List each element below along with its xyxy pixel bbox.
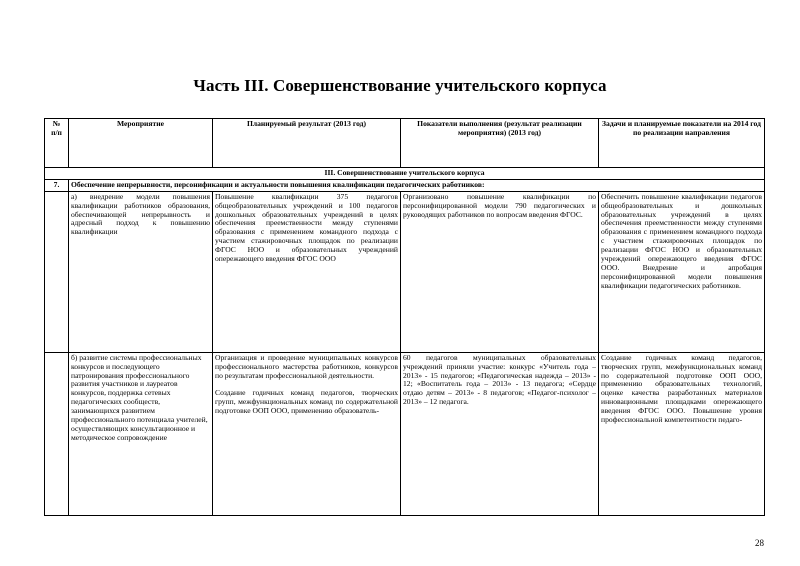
section-title: III. Совершенствование учительского корпуса bbox=[45, 168, 765, 180]
column-header-number-line1: № bbox=[52, 119, 61, 128]
row-indicators bbox=[401, 191, 599, 352]
page-title: Часть III. Совершенствование учительского корпуса bbox=[193, 76, 607, 95]
row-planned-result bbox=[213, 352, 401, 515]
subsection-number: 7. bbox=[45, 179, 69, 191]
row-planned-result-paragraph-2: Создание годичных команд педагогов, творческих групп, межфункциональных команд по содержательной подготовке ООП ООО, применению образователь- bbox=[215, 388, 398, 416]
row-number bbox=[45, 352, 69, 515]
section-title-row bbox=[45, 168, 765, 180]
row-indicators-text: Организовано повышение квалификации по персонифицированной модели 790 педагогических и руководящих работников по вопросам введения ФГОС. bbox=[403, 192, 596, 219]
column-header-planned-result: Планируемый результат (2013 год) bbox=[213, 119, 401, 168]
row-indicators-text: 60 педагогов муниципальных образовательных учреждений приняли участие: конкурс «Учитель года – 2013» - 15 педагогов; «Педагогическая надежда – 2013» - 12; «Воспитатель года – 2013» - 13 педагога; «Сердце отдаю детям – 2013» - 8 педагогов; «Педагог-психолог – 2013» – 12 педагога. bbox=[403, 353, 596, 407]
column-header-number bbox=[45, 119, 69, 168]
row-tasks-2014-text: Обеспечить повышение квалификации педагогов общеобразовательных и дошкольных образовательных учреждений в целях обеспечения преемственности между ступенями образования с применением командного подхода с участием стажировочных площадок по реализации ФГОС НОО и образовательных учреждений опережающего введения ФГОС ООО. Внедрение и апробация персонифицированной модели повышения квалификации педагогических работников. bbox=[601, 192, 762, 290]
row-planned-result bbox=[213, 191, 401, 352]
column-header-indicators: Показатели выполнения (результат реализации мероприятия) (2013 год) bbox=[401, 119, 599, 168]
row-indicators bbox=[401, 352, 599, 515]
table-row bbox=[45, 352, 765, 515]
page-number: 28 bbox=[755, 538, 764, 548]
column-header-activity: Мероприятие bbox=[69, 119, 213, 168]
table-row bbox=[45, 191, 765, 352]
row-tasks-2014 bbox=[599, 191, 765, 352]
row-activity-text: б) развитие системы профессиональных конкурсов и последующего патронирования профессионального развития участников и лауреатов конкурсов, поддержка сетевых педагогических сообществ, занимающихся развитием профессионального потенциала учителей, осуществляющих консультационное и методическое сопровождение bbox=[71, 353, 208, 442]
row-tasks-2014-text: Создание годичных команд педагогов, творческих групп, межфункциональных команд по содержательной подготовке ООП ООО, применению образовательных технологий, оценке качества разработанных материалов инновационными площадками опережающего введения ФГОС ООО. Повышение уровня профессиональной компетентности педаго- bbox=[601, 353, 762, 424]
table-header-row bbox=[45, 119, 765, 168]
row-planned-result-text: Повышение квалификации 375 педагогов общеобразовательных учреждений и 100 педагогов дошкольных образовательных учреждений в целях обеспечения преемственности между ступенями образования с применением командного подхода с участием стажировочных площадок по реализации ФГОС НОО и образовательных учреждений опережающего введения ФГОС ООО bbox=[215, 192, 398, 263]
row-planned-result-paragraph-1: Организация и проведение муниципальных конкурсов профессионального мастерства работников, конкурсов по результатам профессиональной деятельности. bbox=[215, 353, 398, 380]
row-activity bbox=[69, 352, 213, 515]
subsection-row bbox=[45, 179, 765, 191]
row-planned-result-block bbox=[215, 354, 398, 416]
row-activity-text: а) внедрение модели повышения квалификации работников образования, обеспечивающей непрерывность и адресный подход к повышению квалификации bbox=[71, 192, 210, 237]
column-header-tasks-2014: Задачи и планируемые показатели на 2014 год по реализации направления bbox=[599, 119, 765, 168]
row-number bbox=[45, 191, 69, 352]
plan-table bbox=[44, 118, 765, 516]
row-activity bbox=[69, 191, 213, 352]
row-tasks-2014 bbox=[599, 352, 765, 515]
column-header-number-line2: п/п bbox=[51, 127, 62, 137]
subsection-title: Обеспечение непрерывности, персонификации и актуальности повышения квалификации педагогических работников: bbox=[69, 179, 765, 191]
